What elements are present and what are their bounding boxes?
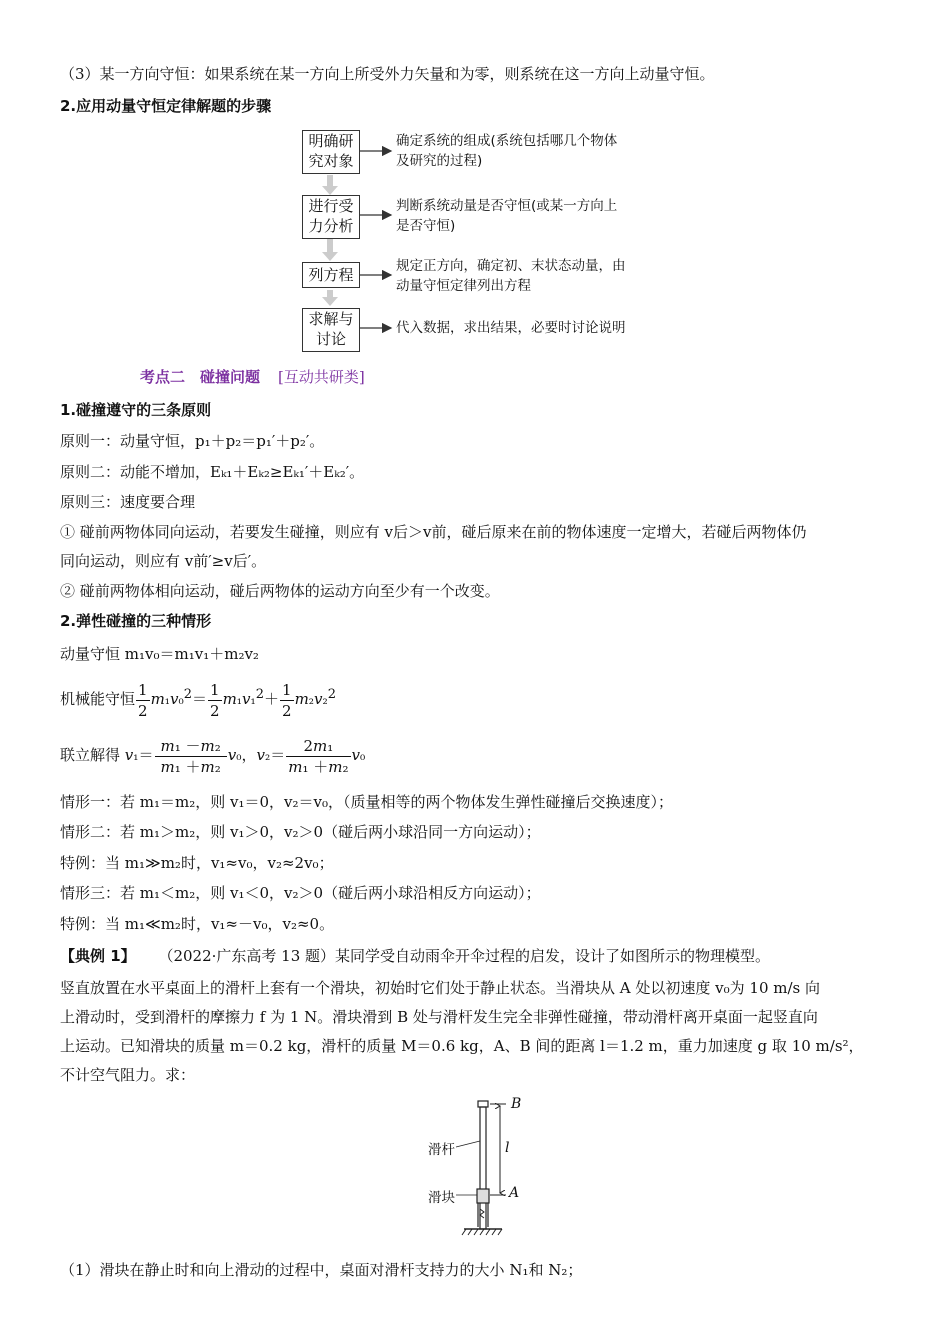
special-case-2: 特例：当 m₁≫m₂时，v₁≈v₀，v₂≈2v₀； bbox=[60, 854, 334, 872]
flow-step-1-line1: 明确研 bbox=[308, 132, 354, 150]
fraction: $\frac{\text{2m₁}}{\text{m₁ ＋m₂}}$ bbox=[288, 736, 349, 776]
subsection-heading-2: 2.弹性碰撞的三种情形 bbox=[60, 612, 212, 630]
flow-step-3-desc-line1: 规定正方向，确定初、末状态动量，由 bbox=[396, 258, 626, 274]
example-intro: 某同学受自动雨伞开伞过程的启发，设计了如图所示的物理模型。 bbox=[335, 947, 771, 965]
flow-step-4-box bbox=[302, 308, 360, 352]
example-label: 【典例 1】 bbox=[60, 947, 136, 965]
principle-1: 原则一：动量守恒，p₁＋p₂＝p₁′＋p₂′。 bbox=[60, 432, 325, 450]
case-2: 情形二：若 m₁＞m₂，则 v₁＞0，v₂＞0（碰后两小球沿同一方向运动）； bbox=[60, 823, 541, 841]
text-line: （3）某一方向守恒：如果系统在某一方向上所受外力矢量和为零，则系统在这一方向上动量守恒。 bbox=[60, 65, 715, 83]
fraction: $\frac{1}{2}$ bbox=[138, 680, 148, 720]
flow-step-1-box bbox=[302, 130, 360, 174]
length-label: l bbox=[505, 1140, 510, 1156]
flowchart-arrows bbox=[0, 0, 950, 360]
rod-diagram bbox=[420, 1095, 540, 1247]
section-heading: 2.应用动量守恒定律解题的步骤 bbox=[60, 97, 272, 115]
flow-step-3-desc-line2: 动量守恒定律列出方程 bbox=[396, 278, 531, 294]
flow-step-2-desc bbox=[396, 196, 617, 236]
subsection-heading: 1.碰撞遵守的三条原则 bbox=[60, 401, 212, 419]
special-case-3: 特例：当 m₁≪m₂时，v₁≈－v₀，v₂≈0。 bbox=[60, 915, 335, 933]
flow-step-2-line2: 力分析 bbox=[308, 217, 354, 235]
flow-step-1-line2: 究对象 bbox=[308, 152, 354, 170]
flow-step-4-desc-line1: 代入数据，求出结果，必要时讨论说明 bbox=[396, 320, 626, 336]
flow-step-2-line1: 进行受 bbox=[308, 197, 354, 215]
flow-step-2-desc-line1: 判断系统动量是否守恒(或某一方向上 bbox=[396, 198, 618, 214]
flow-step-4-line1: 求解与 bbox=[308, 310, 354, 328]
example-body-3: 上运动。已知滑块的质量 m＝0.2 kg，滑杆的质量 M＝0.6 kg，A、B 间的距离 l＝1.2 m，重力加速度 g 取 10 m/s²， bbox=[60, 1037, 864, 1055]
fraction: $\frac{\text{m₁ －m₂}}{\text{m₁ ＋m₂}}$ bbox=[155, 736, 227, 777]
equation-energy: 机械能守恒 $\frac{1}{2}$ m₁v₀$^2$＝ $\frac{1}{2}$ m₁v₁$^2$＋ $\frac{1}{2}$ m₂v₂$^2$ bbox=[60, 680, 336, 720]
flow-step-4-line2: 讨论 bbox=[315, 330, 346, 348]
example-header bbox=[60, 946, 770, 966]
flow-step-1-desc bbox=[396, 131, 617, 171]
fraction: $\frac{1}{2}$ bbox=[282, 680, 292, 720]
principle-3-item-1b: 同向运动，则应有 v前′≥v后′。 bbox=[60, 552, 267, 570]
flow-step-1-desc-line2: 及研究的过程) bbox=[396, 153, 483, 169]
principle-3-item-1a: ① 碰前两物体同向运动，若要发生碰撞，则应有 v后＞v前，碰后原来在前的物体速度一定增大，若碰后两物体仍 bbox=[60, 523, 807, 541]
flow-step-3-desc bbox=[396, 256, 626, 296]
flow-step-2-box bbox=[302, 195, 360, 239]
question-1: （1）滑块在静止时和向上滑动的过程中，桌面对滑杆支持力的大小 N₁和 N₂； bbox=[60, 1261, 583, 1279]
example-body-2: 上滑动时，受到滑杆的摩擦力 f 为 1 N。滑块滑到 B 处与滑杆发生完全非弹性碰撞，带动滑杆离开桌面一起竖直向 bbox=[60, 1008, 818, 1026]
flow-step-3-box bbox=[302, 262, 360, 288]
rod-label: 滑杆 bbox=[428, 1142, 455, 1158]
principle-2: 原则二：动能不增加，Eₖ₁＋Eₖ₂≥Eₖ₁′＋Eₖ₂′。 bbox=[60, 463, 365, 481]
principle-3-item-2: ② 碰前两物体相向运动，碰后两物体的运动方向至少有一个改变。 bbox=[60, 582, 500, 600]
equation-solution-label: 联立解得 bbox=[60, 746, 121, 764]
example-body-4: 不计空气阻力。求： bbox=[60, 1066, 196, 1084]
flow-step-1-desc-line1: 确定系统的组成(系统包括哪几个物体 bbox=[396, 133, 618, 149]
principle-3: 原则三：速度要合理 bbox=[60, 493, 196, 511]
flow-step-4-desc bbox=[396, 318, 626, 338]
example-body-1: 竖直放置在水平桌面上的滑杆上套有一个滑块，初始时它们处于静止状态。当滑块从 A 处以初速度 v₀为 10 m/s 向 bbox=[60, 979, 820, 997]
section-tag: [互动共研类] bbox=[278, 368, 365, 386]
fraction: $\frac{1}{2}$ bbox=[210, 680, 220, 720]
flow-step-3-line1: 列方程 bbox=[308, 266, 354, 284]
section-title-text: 考点二 碰撞问题 bbox=[140, 368, 261, 386]
point-b-label: B bbox=[511, 1096, 522, 1112]
section-title bbox=[140, 366, 365, 387]
flow-step-2-desc-line2: 是否守恒) bbox=[396, 218, 456, 234]
case-3: 情形三：若 m₁＜m₂，则 v₁＜0，v₂＞0（碰后两小球沿相反方向运动）； bbox=[60, 884, 541, 902]
example-source: （2022·广东高考 13 题） bbox=[158, 947, 336, 965]
equation-solution: 联立解得 v₁＝ $\frac{\text{m₁ －m₂}}{\text{m₁ ＋m₂}}$ v₀，v₂＝ $\frac{\text{2m₁}}{\text{m₁ ＋m₂}}$ v₀ bbox=[60, 736, 366, 776]
equation-momentum: 动量守恒 m₁v₀＝m₁v₁＋m₂v₂ bbox=[60, 645, 259, 663]
equation-energy-label: 机械能守恒 bbox=[60, 690, 136, 708]
point-a-label: A bbox=[509, 1185, 520, 1201]
case-1: 情形一：若 m₁＝m₂，则 v₁＝0，v₂＝v₀，（质量相等的两个物体发生弹性碰撞后交换速度）； bbox=[60, 793, 674, 811]
block-label: 滑块 bbox=[428, 1190, 455, 1206]
